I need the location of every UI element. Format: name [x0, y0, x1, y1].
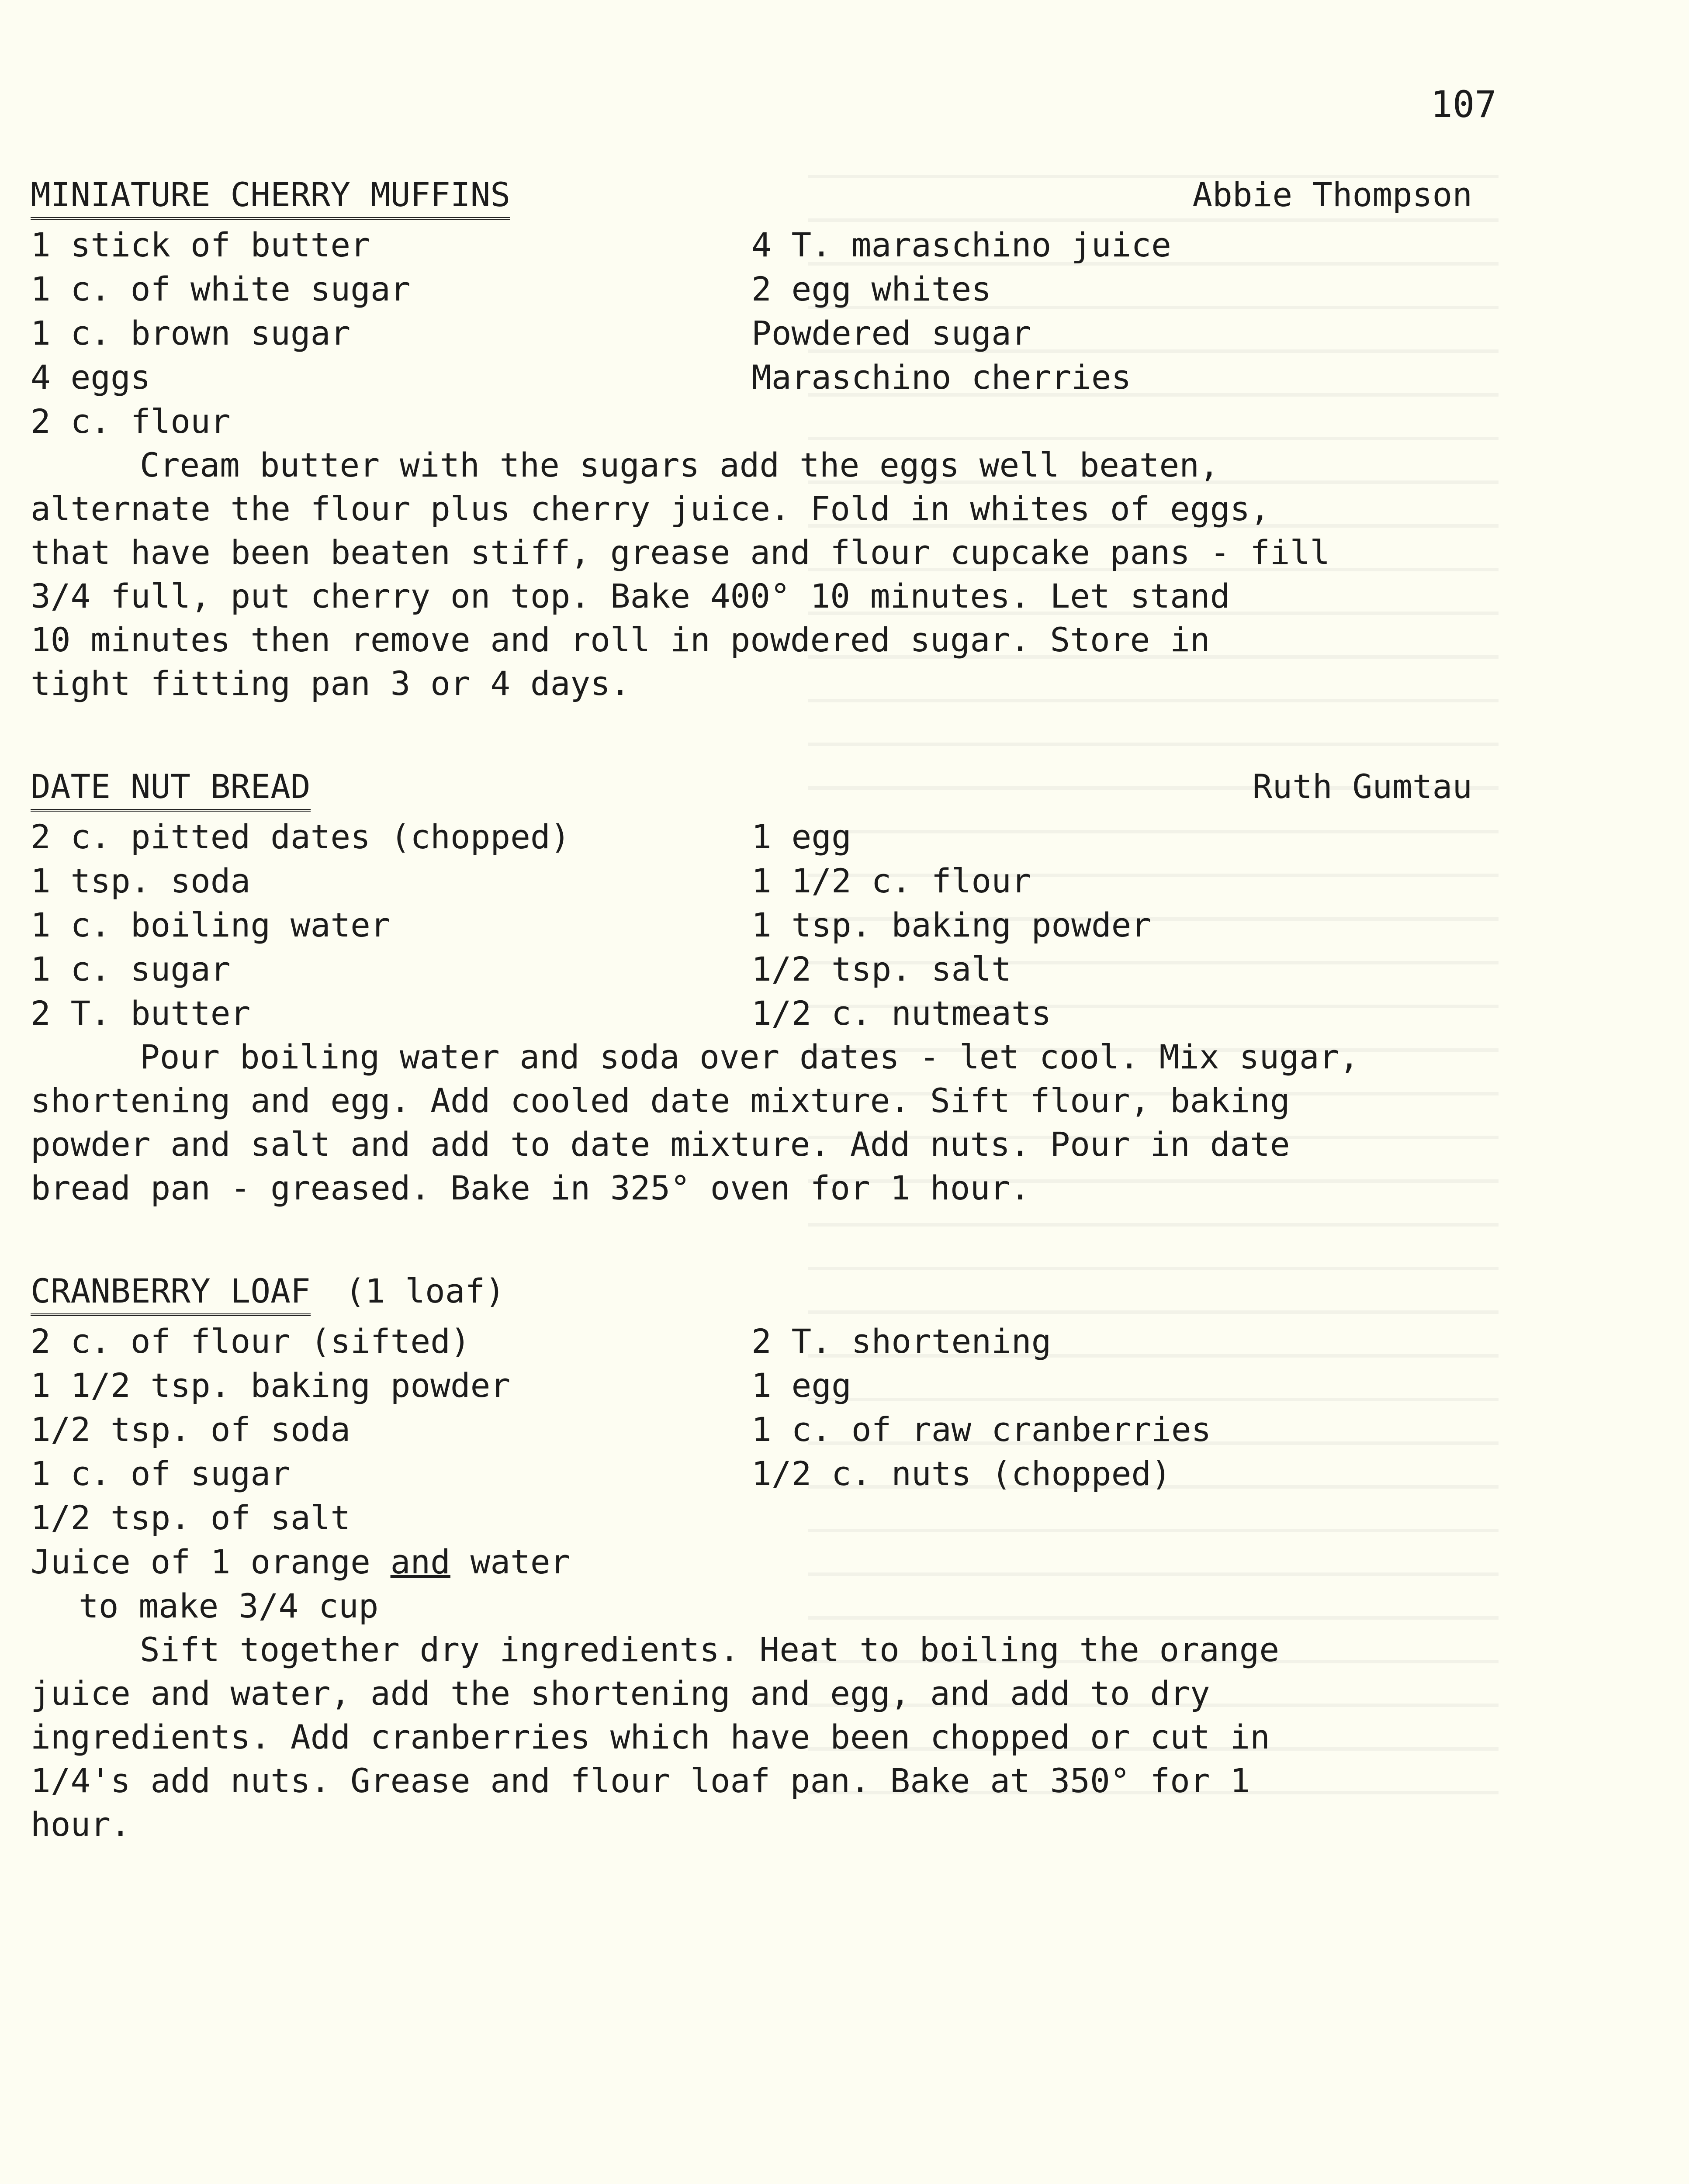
ingredient-text-underlined: and	[390, 1542, 450, 1581]
direction-line: 3/4 full, put cherry on top. Bake 400° 10 minutes. Let stand	[31, 577, 1230, 615]
ingredient: 1 c. of sugar	[31, 1454, 291, 1493]
direction-line: Sift together dry ingredients. Heat to boiling the orange	[140, 1630, 1280, 1669]
recipe-cranberry-loaf	[31, 1271, 1472, 1846]
ingredient: 1 stick of butter	[31, 225, 370, 264]
ingredient: 4 T. maraschino juice	[751, 225, 1171, 264]
ingredient: 1/2 c. nutmeats	[751, 994, 1052, 1033]
ingredient-list	[31, 815, 1472, 1035]
recipe-date-nut-bread	[31, 767, 1472, 1210]
recipe-author: Abbie Thompson	[1192, 175, 1472, 214]
direction-line: Cream butter with the sugars add the eggs well beaten,	[140, 446, 1219, 484]
ingredient-text: water	[450, 1542, 571, 1581]
recipe-directions	[31, 1035, 1472, 1210]
direction-line: hour.	[31, 1805, 131, 1844]
ingredient: 2 c. flour	[31, 402, 231, 441]
recipe-title	[31, 1271, 311, 1316]
ingredient: 1 tsp. baking powder	[751, 905, 1152, 944]
ingredient: 4 eggs	[31, 358, 151, 397]
recipe-title: MINIATURE CHERRY MUFFINS	[31, 175, 510, 220]
ingredient: 1 c. boiling water	[31, 905, 391, 944]
direction-line: bread pan - greased. Bake in 325° oven for 1 hour.	[31, 1168, 1030, 1207]
ingredient: 1 1/2 tsp. baking powder	[31, 1366, 511, 1405]
ingredient: Maraschino cherries	[751, 358, 1132, 397]
direction-line: ingredients. Add cranberries which have been chopped or cut in	[31, 1717, 1270, 1756]
direction-line: Pour boiling water and soda over dates - let cool. Mix sugar,	[140, 1037, 1360, 1076]
ingredient: 1/2 tsp. salt	[751, 950, 1011, 988]
recipe-title: DATE NUT BREAD	[31, 767, 311, 812]
ingredient: 2 c. of flour (sifted)	[31, 1322, 471, 1361]
direction-line: shortening and egg. Add cooled date mixture. Sift flour, baking	[31, 1081, 1290, 1120]
recipe-header	[31, 1271, 1472, 1319]
ingredient: 2 egg whites	[751, 270, 992, 308]
page-number: 107	[1430, 83, 1497, 126]
direction-line: 1/4's add nuts. Grease and flour loaf pan. Bake at 350° for 1	[31, 1761, 1250, 1800]
recipe-yield: (1 loaf)	[345, 1272, 505, 1310]
ingredient-list	[31, 1319, 1472, 1540]
direction-line: powder and salt and add to date mixture. Add nuts. Pour in date	[31, 1125, 1290, 1164]
recipe-title-text: CRANBERRY LOAF	[31, 1272, 311, 1310]
direction-line: tight fitting pan 3 or 4 days.	[31, 664, 630, 703]
direction-line: juice and water, add the shortening and egg, and add to dry	[31, 1674, 1210, 1713]
ingredient-juice-note: to make 3/4 cup	[79, 1586, 379, 1625]
recipe-directions	[31, 1628, 1472, 1846]
direction-line: that have been beaten stiff, grease and flour cupcake pans - fill	[31, 533, 1330, 572]
ingredient: 1 c. of raw cranberries	[751, 1410, 1211, 1449]
direction-line: alternate the flour plus cherry juice. Fold in whites of eggs,	[31, 489, 1270, 528]
ingredient-juice	[31, 1540, 1472, 1584]
ingredient: 1 c. sugar	[31, 950, 231, 988]
ingredient-text: Juice of 1 orange	[31, 1542, 391, 1581]
ingredient-list	[31, 223, 1472, 443]
recipe-header	[31, 175, 1472, 223]
ingredient: 1/2 c. nuts (chopped)	[751, 1454, 1171, 1493]
recipe-directions	[31, 443, 1472, 705]
ingredient: Powdered sugar	[751, 314, 1031, 352]
ingredient: 1 c. of white sugar	[31, 270, 411, 308]
ingredient: 2 c. pitted dates (chopped)	[31, 817, 571, 856]
ingredient: 2 T. butter	[31, 994, 251, 1033]
ingredient: 1 c. brown sugar	[31, 314, 351, 352]
direction-line: 10 minutes then remove and roll in powdered sugar. Store in	[31, 620, 1210, 659]
recipe-author: Ruth Gumtau	[1252, 767, 1472, 806]
ingredient: 1 egg	[751, 1366, 851, 1405]
recipe-header	[31, 767, 1472, 815]
recipe-miniature-cherry-muffins	[31, 175, 1472, 705]
ingredient: 2 T. shortening	[751, 1322, 1052, 1361]
ingredient: 1 tsp. soda	[31, 861, 251, 900]
ingredient: 1 egg	[751, 817, 851, 856]
ingredient: 1 1/2 c. flour	[751, 861, 1031, 900]
ingredient: 1/2 tsp. of salt	[31, 1498, 351, 1537]
ingredient: 1/2 tsp. of soda	[31, 1410, 351, 1449]
